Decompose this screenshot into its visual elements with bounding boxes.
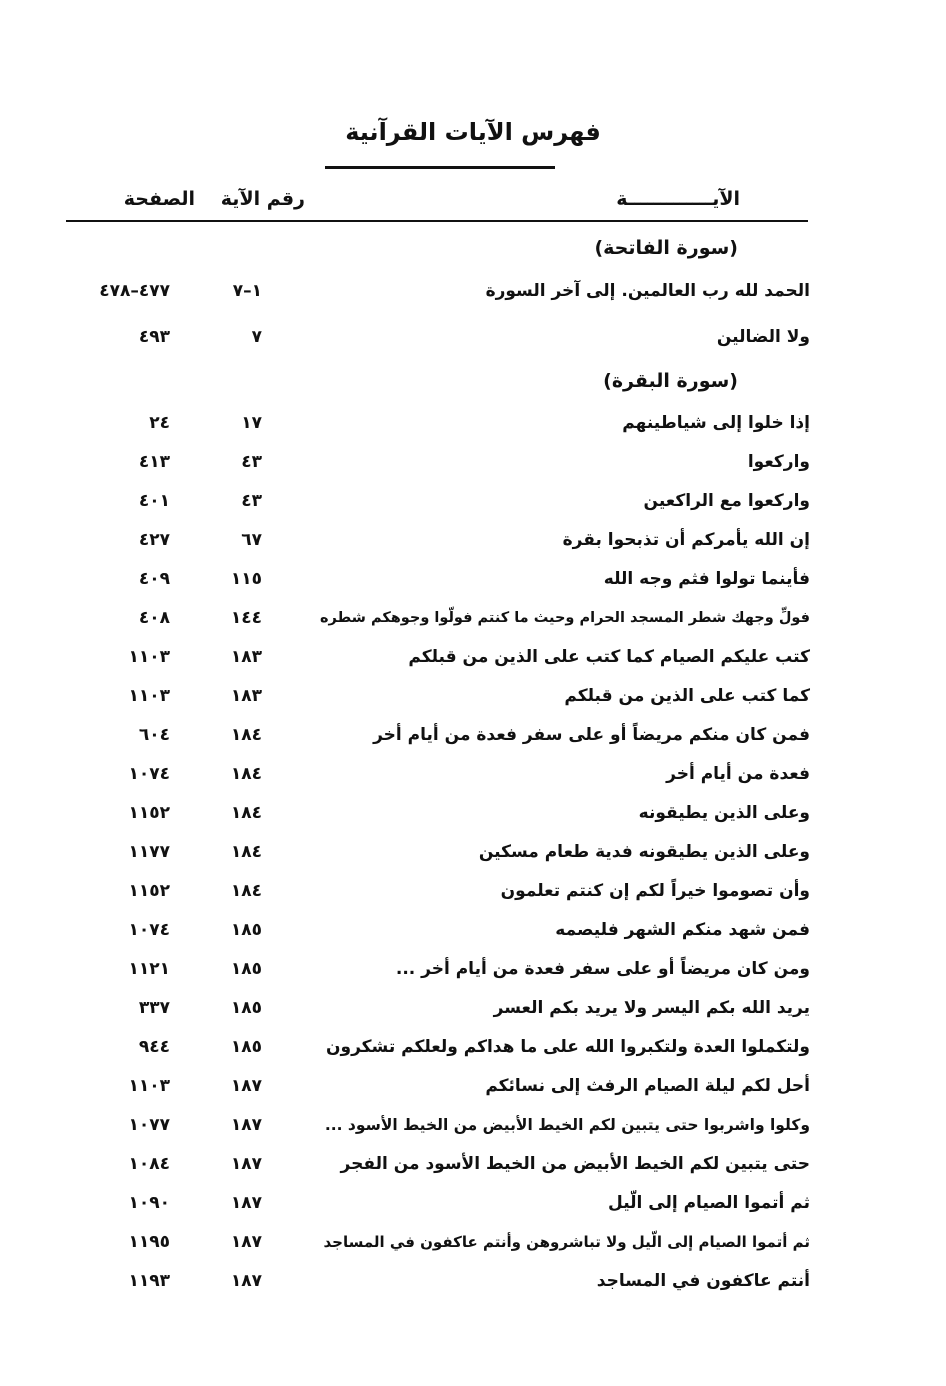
- verse-number: ١٨٤: [230, 764, 262, 784]
- verse-number: ١٨٧: [230, 1154, 262, 1174]
- verse-number: ٦٧: [241, 530, 262, 550]
- page-number: ١١٩٥: [128, 1232, 170, 1252]
- verse-number: ١٨٣: [230, 686, 262, 706]
- verse-text: فعدة من أيام أخر: [666, 764, 810, 784]
- table-row: [0, 915, 946, 945]
- page-number: ٢٤: [149, 413, 170, 433]
- verse-number: ٤٣: [241, 452, 262, 472]
- verse-number: ١–٧: [232, 281, 262, 301]
- verse-text: وكلوا واشربوا حتى يتبين لكم الخيط الأبيض من الخيط الأسود ...: [324, 1116, 810, 1134]
- table-row: [0, 1188, 946, 1218]
- page-number: ١٠٨٤: [128, 1154, 170, 1174]
- page-number: ٤٧٧–٤٧٨: [99, 281, 170, 301]
- page-number: ٩٤٤: [138, 1037, 170, 1057]
- surah-heading-fatiha: (سورة الفاتحة): [594, 237, 738, 259]
- page-number: ١١٧٧: [128, 842, 170, 862]
- table-row: [0, 993, 946, 1023]
- verse-number: ١٨٧: [230, 1193, 262, 1213]
- table-row: [0, 798, 946, 828]
- column-header-verse-number: رقم الآية: [220, 188, 305, 210]
- verse-text: واركعوا: [747, 452, 810, 472]
- verse-number: ١٨٣: [230, 647, 262, 667]
- verse-number: ١٧: [241, 413, 262, 433]
- column-header-verse: الآيـــــــــــــة: [616, 188, 740, 210]
- page-number: ١٠٩٠: [128, 1193, 170, 1213]
- table-row: [0, 525, 946, 555]
- verse-number: ١٨٧: [230, 1232, 262, 1252]
- table-row: [0, 1266, 946, 1296]
- page-number: ١١٥٢: [128, 803, 170, 823]
- header-divider: [66, 220, 808, 222]
- table-row: [0, 1032, 946, 1062]
- table-row: [0, 1071, 946, 1101]
- verse-text: فمن شهد منكم الشهر فليصمه: [555, 920, 810, 940]
- table-row: [0, 876, 946, 906]
- table-row: [0, 1149, 946, 1179]
- page-number: ١١٩٣: [128, 1271, 170, 1291]
- verse-text: أحل لكم ليلة الصيام الرفث إلى نسائكم: [485, 1076, 810, 1096]
- verse-number: ١٨٧: [230, 1115, 262, 1135]
- page-number: ١٠٧٧: [128, 1115, 170, 1135]
- page-number: ١١٠٣: [128, 686, 170, 706]
- verse-number: ١١٥: [230, 569, 262, 589]
- verse-text: يريد الله بكم اليسر ولا يريد بكم العسر: [493, 998, 810, 1018]
- table-row: [0, 603, 946, 633]
- table-row: [0, 1227, 946, 1257]
- page-number: ١١٠٣: [128, 1076, 170, 1096]
- column-header-page: الصفحة: [123, 188, 195, 210]
- table-row: [0, 720, 946, 750]
- verse-text: وعلى الذين يطيقونه: [638, 803, 810, 823]
- verse-text: ولتكملوا العدة ولتكبروا الله على ما هداكم ولعلكم تشكرون: [326, 1037, 810, 1057]
- verse-text: فمن كان منكم مريضاً أو على سفر فعدة من أيام أخر: [373, 725, 810, 745]
- page-title: فهرس الآيات القرآنية: [345, 118, 601, 146]
- page-number: ١٠٧٤: [128, 764, 170, 784]
- table-row: [0, 837, 946, 867]
- table-row: [0, 276, 946, 306]
- verse-number: ٤٣: [241, 491, 262, 511]
- page-number: ٤٠٩: [138, 569, 170, 589]
- verse-text: ثم أتموا الصيام إلى الّيل ولا تباشروهن وأنتم عاكفون في المساجد: [323, 1233, 810, 1251]
- verse-text: حتى يتبين لكم الخيط الأبيض من الخيط الأسود من الفجر: [340, 1154, 810, 1174]
- table-row: [0, 322, 946, 352]
- verse-number: ١٨٤: [230, 803, 262, 823]
- table-row: [0, 408, 946, 438]
- verse-number: ١٨٧: [230, 1076, 262, 1096]
- verse-text: فأينما تولوا فثم وجه الله: [603, 569, 810, 589]
- verse-number: ١٨٤: [230, 725, 262, 745]
- verse-text: كما كتب على الذين من قبلكم: [564, 686, 810, 706]
- title-underline: [325, 166, 555, 169]
- page-number: ٤١٣: [138, 452, 170, 472]
- table-row: [0, 954, 946, 984]
- verse-text: فولِّ وجهك شطر المسجد الحرام وحيث ما كنتم فولّوا وجوهكم شطره: [319, 610, 810, 626]
- verse-text: واركعوا مع الراكعين: [643, 491, 810, 511]
- verse-text: ثم أتموا الصيام إلى الّيل: [608, 1193, 810, 1213]
- table-row: [0, 486, 946, 516]
- verse-number: ١٨٥: [230, 959, 262, 979]
- verse-text: كتب عليكم الصيام كما كتب على الذين من قبلكم: [408, 647, 810, 667]
- verse-number: ١٤٤: [230, 608, 262, 628]
- verse-text: إن الله يأمركم أن تذبحوا بقرة: [562, 530, 810, 550]
- table-row: [0, 447, 946, 477]
- page-number: ٤٠٨: [138, 608, 170, 628]
- page-number: ٦٠٤: [138, 725, 170, 745]
- table-row: [0, 1110, 946, 1140]
- table-row: [0, 564, 946, 594]
- table-row: [0, 642, 946, 672]
- table-row: [0, 681, 946, 711]
- verse-text: ولا الضالين: [716, 327, 810, 347]
- verse-text: ومن كان مريضاً أو على سفر فعدة من أيام أخر ...: [395, 959, 810, 979]
- page-number: ٣٣٧: [138, 998, 170, 1018]
- verse-text: وعلى الذين يطيقونه فدية طعام مسكين: [478, 842, 810, 862]
- page-number: ١١٠٣: [128, 647, 170, 667]
- verse-number: ١٨٤: [230, 842, 262, 862]
- verse-number: ٧: [251, 327, 262, 347]
- verse-number: ١٨٥: [230, 920, 262, 940]
- verse-text: وأن تصوموا خيراً لكم إن كنتم تعلمون: [500, 881, 810, 901]
- verse-text: أنتم عاكفون في المساجد: [596, 1271, 810, 1291]
- verse-number: ١٨٧: [230, 1271, 262, 1291]
- page-number: ١١٥٢: [128, 881, 170, 901]
- page-number: ٤٩٣: [138, 327, 170, 347]
- verse-text: إذا خلوا إلى شياطينهم: [622, 413, 810, 433]
- page-number: ١٠٧٤: [128, 920, 170, 940]
- table-row: [0, 759, 946, 789]
- verse-number: ١٨٥: [230, 998, 262, 1018]
- verse-number: ١٨٤: [230, 881, 262, 901]
- verse-text: الحمد لله رب العالمين. إلى آخر السورة: [485, 281, 810, 301]
- surah-heading-baqara: (سورة البقرة): [603, 370, 738, 392]
- page-number: ٤٠١: [138, 491, 170, 511]
- verse-number: ١٨٥: [230, 1037, 262, 1057]
- page-number: ١١٢١: [128, 959, 170, 979]
- page-number: ٤٢٧: [138, 530, 170, 550]
